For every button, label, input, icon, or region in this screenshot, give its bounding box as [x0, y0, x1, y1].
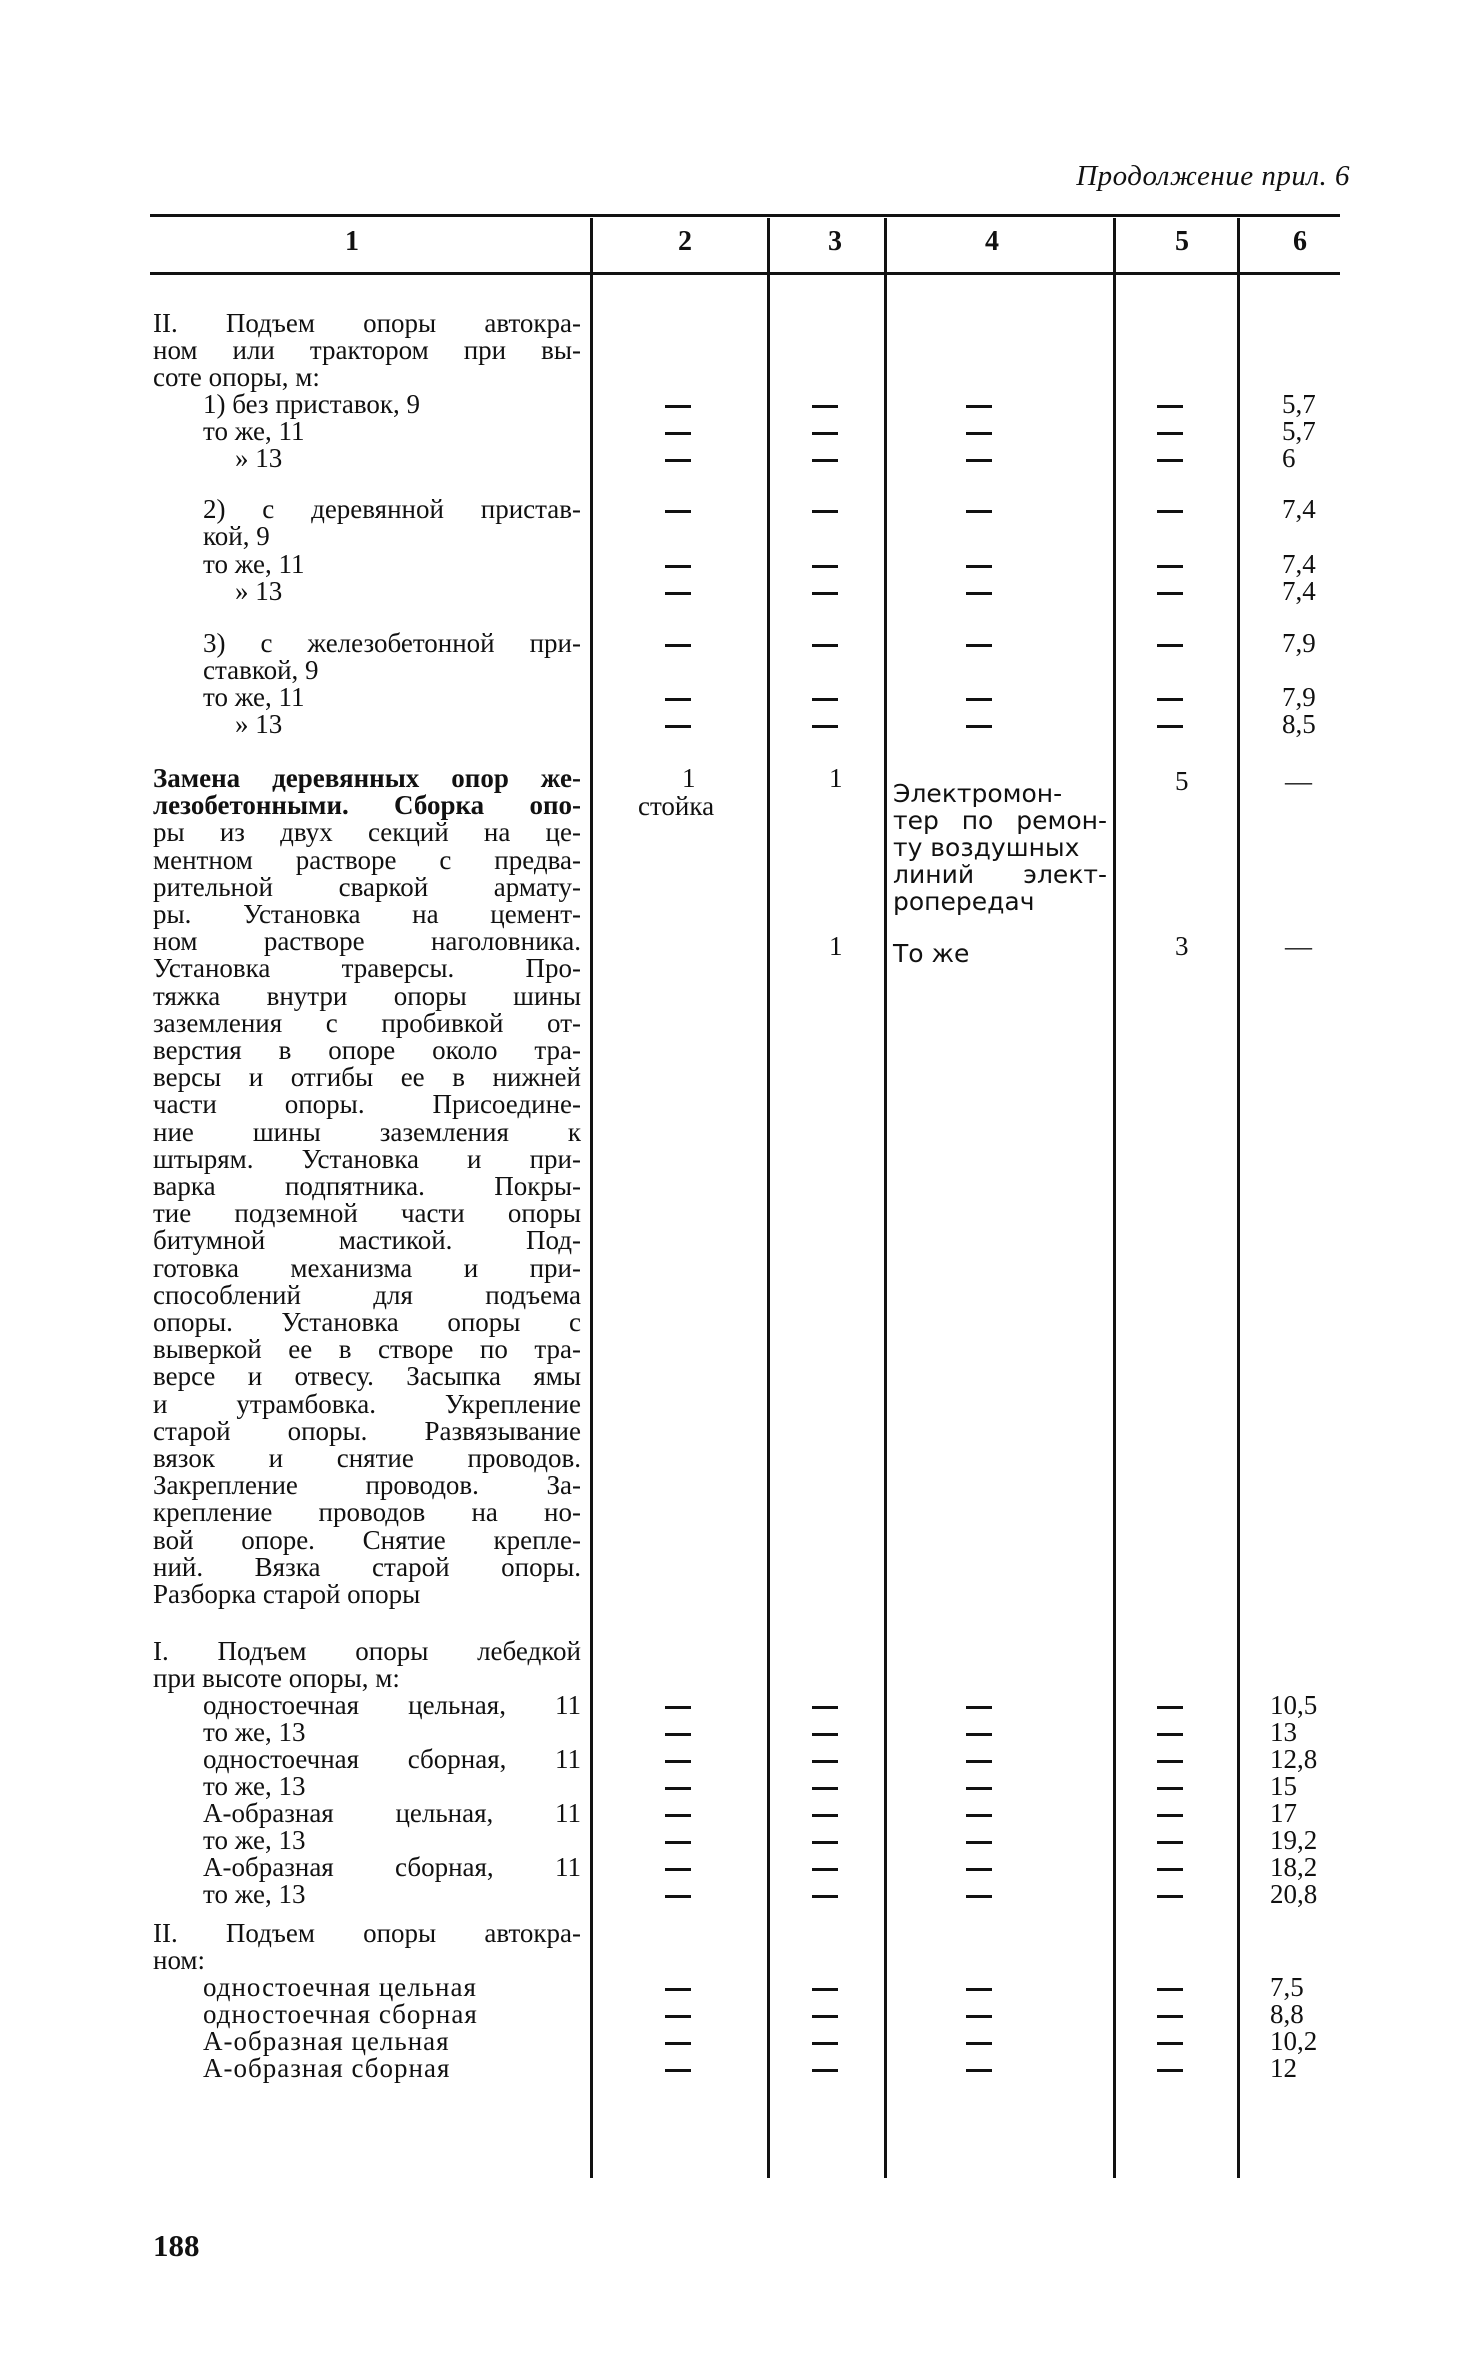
- section2-unit-qty: 1: [682, 763, 696, 793]
- empty-cell-dash: [966, 459, 992, 462]
- section3-c6-value: 18,2: [1270, 1852, 1318, 1882]
- empty-cell-dash: [1157, 1868, 1183, 1871]
- section2-row-b-c5: 3: [1175, 931, 1189, 961]
- empty-cell-dash: [812, 644, 838, 647]
- section1-c6-value: 7,4: [1282, 494, 1316, 524]
- section4-c6-value: 12: [1270, 2053, 1297, 2083]
- empty-cell-dash: [966, 1841, 992, 1844]
- section1-c6-value: 7,4: [1282, 549, 1316, 579]
- section3-c6-value: 12,8: [1270, 1744, 1318, 1774]
- empty-cell-dash: [966, 1868, 992, 1871]
- empty-cell-dash: [665, 405, 691, 408]
- empty-cell-dash: [665, 1706, 691, 1709]
- empty-cell-dash: [966, 565, 992, 568]
- empty-cell-dash: [966, 1733, 992, 1736]
- section1-row-label: 1) без приставок, 9: [203, 389, 421, 419]
- empty-cell-dash: [966, 725, 992, 728]
- section2-unit-name: стойка: [638, 791, 715, 821]
- section2-description-line: вязок и снятие проводов.: [153, 1443, 581, 1473]
- empty-cell-dash: [1157, 1760, 1183, 1763]
- column-header-6: 6: [1293, 226, 1307, 257]
- empty-cell-dash: [1157, 510, 1183, 513]
- column-divider-3: [884, 218, 887, 2178]
- section2-description-line: Разборка старой опоры: [153, 1579, 421, 1609]
- section3-row-label: А-образная сборная, 11: [203, 1852, 581, 1882]
- section2-description-line: ры. Установка на цемент-: [153, 899, 581, 929]
- section1-c6-value: 6: [1282, 443, 1296, 473]
- empty-cell-dash: [1157, 1988, 1183, 1991]
- section2-description-line: Закрепление проводов. За-: [153, 1470, 581, 1501]
- empty-cell-dash: [966, 510, 992, 513]
- empty-cell-dash: [665, 1988, 691, 1991]
- empty-cell-dash: [665, 565, 691, 568]
- section3-row-label: то же, 13: [203, 1825, 306, 1855]
- empty-cell-dash: [966, 432, 992, 435]
- section2-description-line: и утрамбовка. Укрепление: [153, 1388, 581, 1419]
- table-top-rule: [150, 214, 1340, 217]
- empty-cell-dash: [812, 405, 838, 408]
- page-number: 188: [153, 2228, 200, 2263]
- column-divider-1: [590, 218, 593, 2178]
- section2-description-line: вой опоре. Снятие крепле-: [153, 1524, 581, 1555]
- section1-c6-value: 7,4: [1282, 576, 1316, 606]
- empty-cell-dash: [665, 510, 691, 513]
- section3-row-label: то же, 13: [203, 1771, 306, 1801]
- section2-description-line: тяжка внутри опоры шины: [153, 980, 581, 1011]
- section3-row-label: одностоечная цельная, 11: [203, 1690, 581, 1720]
- section2-row-a-c5: 5: [1175, 766, 1189, 796]
- empty-cell-dash: [1157, 1733, 1183, 1736]
- section2-description-line: опоры. Установка опоры с: [153, 1307, 581, 1337]
- section4-row-label: А-образная цельная: [203, 2026, 450, 2056]
- empty-cell-dash: [966, 2069, 992, 2072]
- section1-title-line: соте опоры, м:: [153, 362, 320, 392]
- section3-c6-value: 20,8: [1270, 1879, 1318, 1909]
- empty-cell-dash: [1157, 1841, 1183, 1844]
- empty-cell-dash: [1157, 432, 1183, 435]
- section2-description-line: старой опоры. Развязывание: [153, 1415, 581, 1446]
- section3-c6-value: 17: [1270, 1798, 1297, 1828]
- section4-title-line: II. Подъем опоры автокра-: [153, 1918, 581, 1948]
- empty-cell-dash: [1157, 592, 1183, 595]
- section1-row-label: » 13: [235, 576, 283, 606]
- section1-c6-value: 8,5: [1282, 709, 1316, 739]
- empty-cell-dash: [665, 1814, 691, 1817]
- continuation-header: Продолжение прил. 6: [1076, 160, 1350, 192]
- section4-title-line: ном:: [153, 1945, 206, 1975]
- section4-row-label: А-образная сборная: [203, 2053, 451, 2083]
- empty-cell-dash: [1157, 2069, 1183, 2072]
- empty-cell-dash: [1157, 405, 1183, 408]
- section1-row-label: 3) с железобетонной при-: [203, 628, 581, 658]
- section2-description-line: версе и отвесу. Засыпка ямы: [153, 1361, 581, 1392]
- empty-cell-dash: [966, 2042, 992, 2045]
- column-divider-4: [1113, 218, 1116, 2178]
- section3-c6-value: 13: [1270, 1717, 1297, 1747]
- empty-cell-dash: [812, 698, 838, 701]
- empty-cell-dash: [966, 405, 992, 408]
- section2-description-line: выверкой ее в створе по тра-: [153, 1334, 581, 1365]
- empty-cell-dash: [812, 459, 838, 462]
- empty-cell-dash: [1157, 725, 1183, 728]
- empty-cell-dash: [966, 1787, 992, 1790]
- empty-cell-dash: [665, 1841, 691, 1844]
- empty-cell-dash: [665, 725, 691, 728]
- empty-cell-dash: [966, 698, 992, 701]
- empty-cell-dash: [812, 1988, 838, 1991]
- section1-row-label: то же, 11: [203, 682, 305, 712]
- empty-cell-dash: [812, 2042, 838, 2045]
- empty-cell-dash: [966, 1706, 992, 1709]
- empty-cell-dash: [665, 2069, 691, 2072]
- column-divider-5: [1237, 218, 1240, 2178]
- empty-cell-dash: [1157, 1895, 1183, 1898]
- empty-cell-dash: [812, 1706, 838, 1709]
- section1-row-label: » 13: [235, 709, 283, 739]
- section3-c6-value: 19,2: [1270, 1825, 1318, 1855]
- section1-c6-value: 7,9: [1282, 682, 1316, 712]
- empty-cell-dash: [665, 432, 691, 435]
- section2-row-a-worker: тер по ремон-: [893, 806, 1107, 835]
- column-header-1: 1: [345, 226, 359, 257]
- section3-row-label: А-образная цельная, 11: [203, 1798, 581, 1828]
- table-header-rule: [150, 272, 1340, 275]
- empty-cell-dash: [1157, 459, 1183, 462]
- section1-c6-value: 7,9: [1282, 628, 1316, 658]
- section2-row-b-worker: То же: [893, 939, 970, 968]
- section3-title-line: I. Подъем опоры лебедкой: [153, 1636, 581, 1666]
- empty-cell-dash: [1157, 1814, 1183, 1817]
- section1-title-line: ном или трактором при вы-: [153, 335, 581, 365]
- section3-title-line: при высоте опоры, м:: [153, 1663, 400, 1693]
- section2-description-line: части опоры. Присоедине-: [153, 1089, 581, 1120]
- empty-cell-dash: [665, 459, 691, 462]
- empty-cell-dash: [812, 725, 838, 728]
- section4-c6-value: 8,8: [1270, 1999, 1304, 2029]
- section1-row-label: кой, 9: [203, 521, 270, 551]
- section2-description-line: битумной мастикой. Под-: [153, 1225, 581, 1256]
- section3-row-label: то же, 13: [203, 1717, 306, 1747]
- empty-cell-dash: [966, 592, 992, 595]
- empty-cell-dash: [812, 1868, 838, 1871]
- empty-cell-dash: [1157, 565, 1183, 568]
- empty-cell-dash: [812, 2015, 838, 2018]
- empty-cell-dash: [665, 2042, 691, 2045]
- section3-row-label: то же, 13: [203, 1879, 306, 1909]
- section2-description-line: тие подземной части опоры: [153, 1198, 581, 1229]
- empty-cell-dash: [812, 1760, 838, 1763]
- section2-description-line: заземления с пробивкой от-: [153, 1007, 581, 1038]
- empty-cell-dash: [966, 1895, 992, 1898]
- empty-cell-dash: [966, 644, 992, 647]
- empty-cell-dash: [1157, 2042, 1183, 2045]
- section1-row-label: то же, 11: [203, 416, 305, 446]
- section2-description-line: крепление проводов на но-: [153, 1497, 581, 1528]
- empty-cell-dash: [966, 1988, 992, 1991]
- empty-cell-dash: [665, 2015, 691, 2018]
- empty-cell-dash: [1157, 1706, 1183, 1709]
- section1-row-label: 2) с деревянной пристав-: [203, 494, 581, 524]
- section2-row-a-worker: ропередач: [893, 887, 1035, 916]
- section1-row-label: ставкой, 9: [203, 655, 319, 685]
- empty-cell-dash: [665, 698, 691, 701]
- empty-cell-dash: [1157, 644, 1183, 647]
- empty-cell-dash: [812, 1895, 838, 1898]
- empty-cell-dash: [665, 1760, 691, 1763]
- empty-cell-dash: [665, 1733, 691, 1736]
- section3-c6-value: 15: [1270, 1771, 1297, 1801]
- empty-cell-dash: [812, 565, 838, 568]
- section1-c6-value: 5,7: [1282, 416, 1316, 446]
- section2-row-a-worker: ту воздушных: [893, 833, 1080, 862]
- empty-cell-dash: [812, 432, 838, 435]
- section4-row-label: одностоечная сборная: [203, 1999, 478, 2029]
- empty-cell-dash: [1157, 1787, 1183, 1790]
- section2-row-a-worker: Электромон-: [893, 779, 1063, 808]
- empty-cell-dash: [966, 1760, 992, 1763]
- section2-description-line: Установка траверсы. Про-: [153, 953, 581, 984]
- empty-cell-dash: [966, 1814, 992, 1817]
- column-divider-2: [767, 218, 770, 2178]
- section2-description-line: рительной сваркой армату-: [153, 871, 581, 902]
- section2-description-line: лезобетонными. Сборка опо-: [153, 790, 581, 821]
- section2-row-a-worker: линий элект-: [893, 860, 1107, 889]
- empty-cell-dash: [812, 1814, 838, 1817]
- column-header-2: 2: [678, 226, 692, 257]
- section2-description-line: ментном растворе с предва-: [153, 844, 581, 875]
- section2-description-line: версы и отгибы ее в нижней: [153, 1062, 581, 1093]
- section2-description-line: ном растворе наголовника.: [153, 926, 581, 957]
- section4-row-label: одностоечная цельная: [203, 1972, 477, 2002]
- empty-cell-dash: [812, 1733, 838, 1736]
- section2-description-line: ры из двух секций на це-: [153, 817, 581, 848]
- section3-c6-value: 10,5: [1270, 1690, 1318, 1720]
- section1-row-label: то же, 11: [203, 549, 305, 579]
- empty-cell-dash: [665, 1868, 691, 1871]
- section2-row-a-c6: —: [1285, 766, 1312, 796]
- column-header-4: 4: [985, 226, 999, 257]
- empty-cell-dash: [812, 592, 838, 595]
- empty-cell-dash: [1157, 698, 1183, 701]
- section1-title-line: II. Подъем опоры автокра-: [153, 308, 581, 338]
- section3-row-label: одностоечная сборная, 11: [203, 1744, 581, 1774]
- empty-cell-dash: [665, 592, 691, 595]
- section2-description-line: штырям. Установка и при-: [153, 1143, 581, 1174]
- column-header-5: 5: [1175, 226, 1189, 257]
- section4-c6-value: 7,5: [1270, 1972, 1304, 2002]
- empty-cell-dash: [812, 1841, 838, 1844]
- empty-cell-dash: [966, 2015, 992, 2018]
- section2-description-line: ний. Вязка старой опоры.: [153, 1551, 581, 1582]
- section2-description-line: готовка механизма и при-: [153, 1252, 581, 1283]
- section2-description-line: варка подпятника. Покры-: [153, 1171, 581, 1201]
- empty-cell-dash: [812, 510, 838, 513]
- empty-cell-dash: [665, 644, 691, 647]
- empty-cell-dash: [812, 2069, 838, 2072]
- section2-row-b-c3: 1: [829, 931, 843, 961]
- section2-description-line: способлений для подъема: [153, 1279, 581, 1310]
- empty-cell-dash: [812, 1787, 838, 1790]
- section1-row-label: » 13: [235, 443, 283, 473]
- section1-c6-value: 5,7: [1282, 389, 1316, 419]
- section2-row-a-c3: 1: [829, 763, 843, 793]
- section2-description-line: верстия в опоре около тра-: [153, 1035, 581, 1065]
- empty-cell-dash: [1157, 2015, 1183, 2018]
- section2-row-b-c6: —: [1285, 931, 1312, 961]
- empty-cell-dash: [665, 1787, 691, 1790]
- column-header-3: 3: [828, 226, 842, 257]
- section2-description-line: ние шины заземления к: [153, 1116, 581, 1147]
- section2-description-line: Замена деревянных опор же-: [153, 763, 581, 793]
- empty-cell-dash: [665, 1895, 691, 1898]
- section4-c6-value: 10,2: [1270, 2026, 1318, 2056]
